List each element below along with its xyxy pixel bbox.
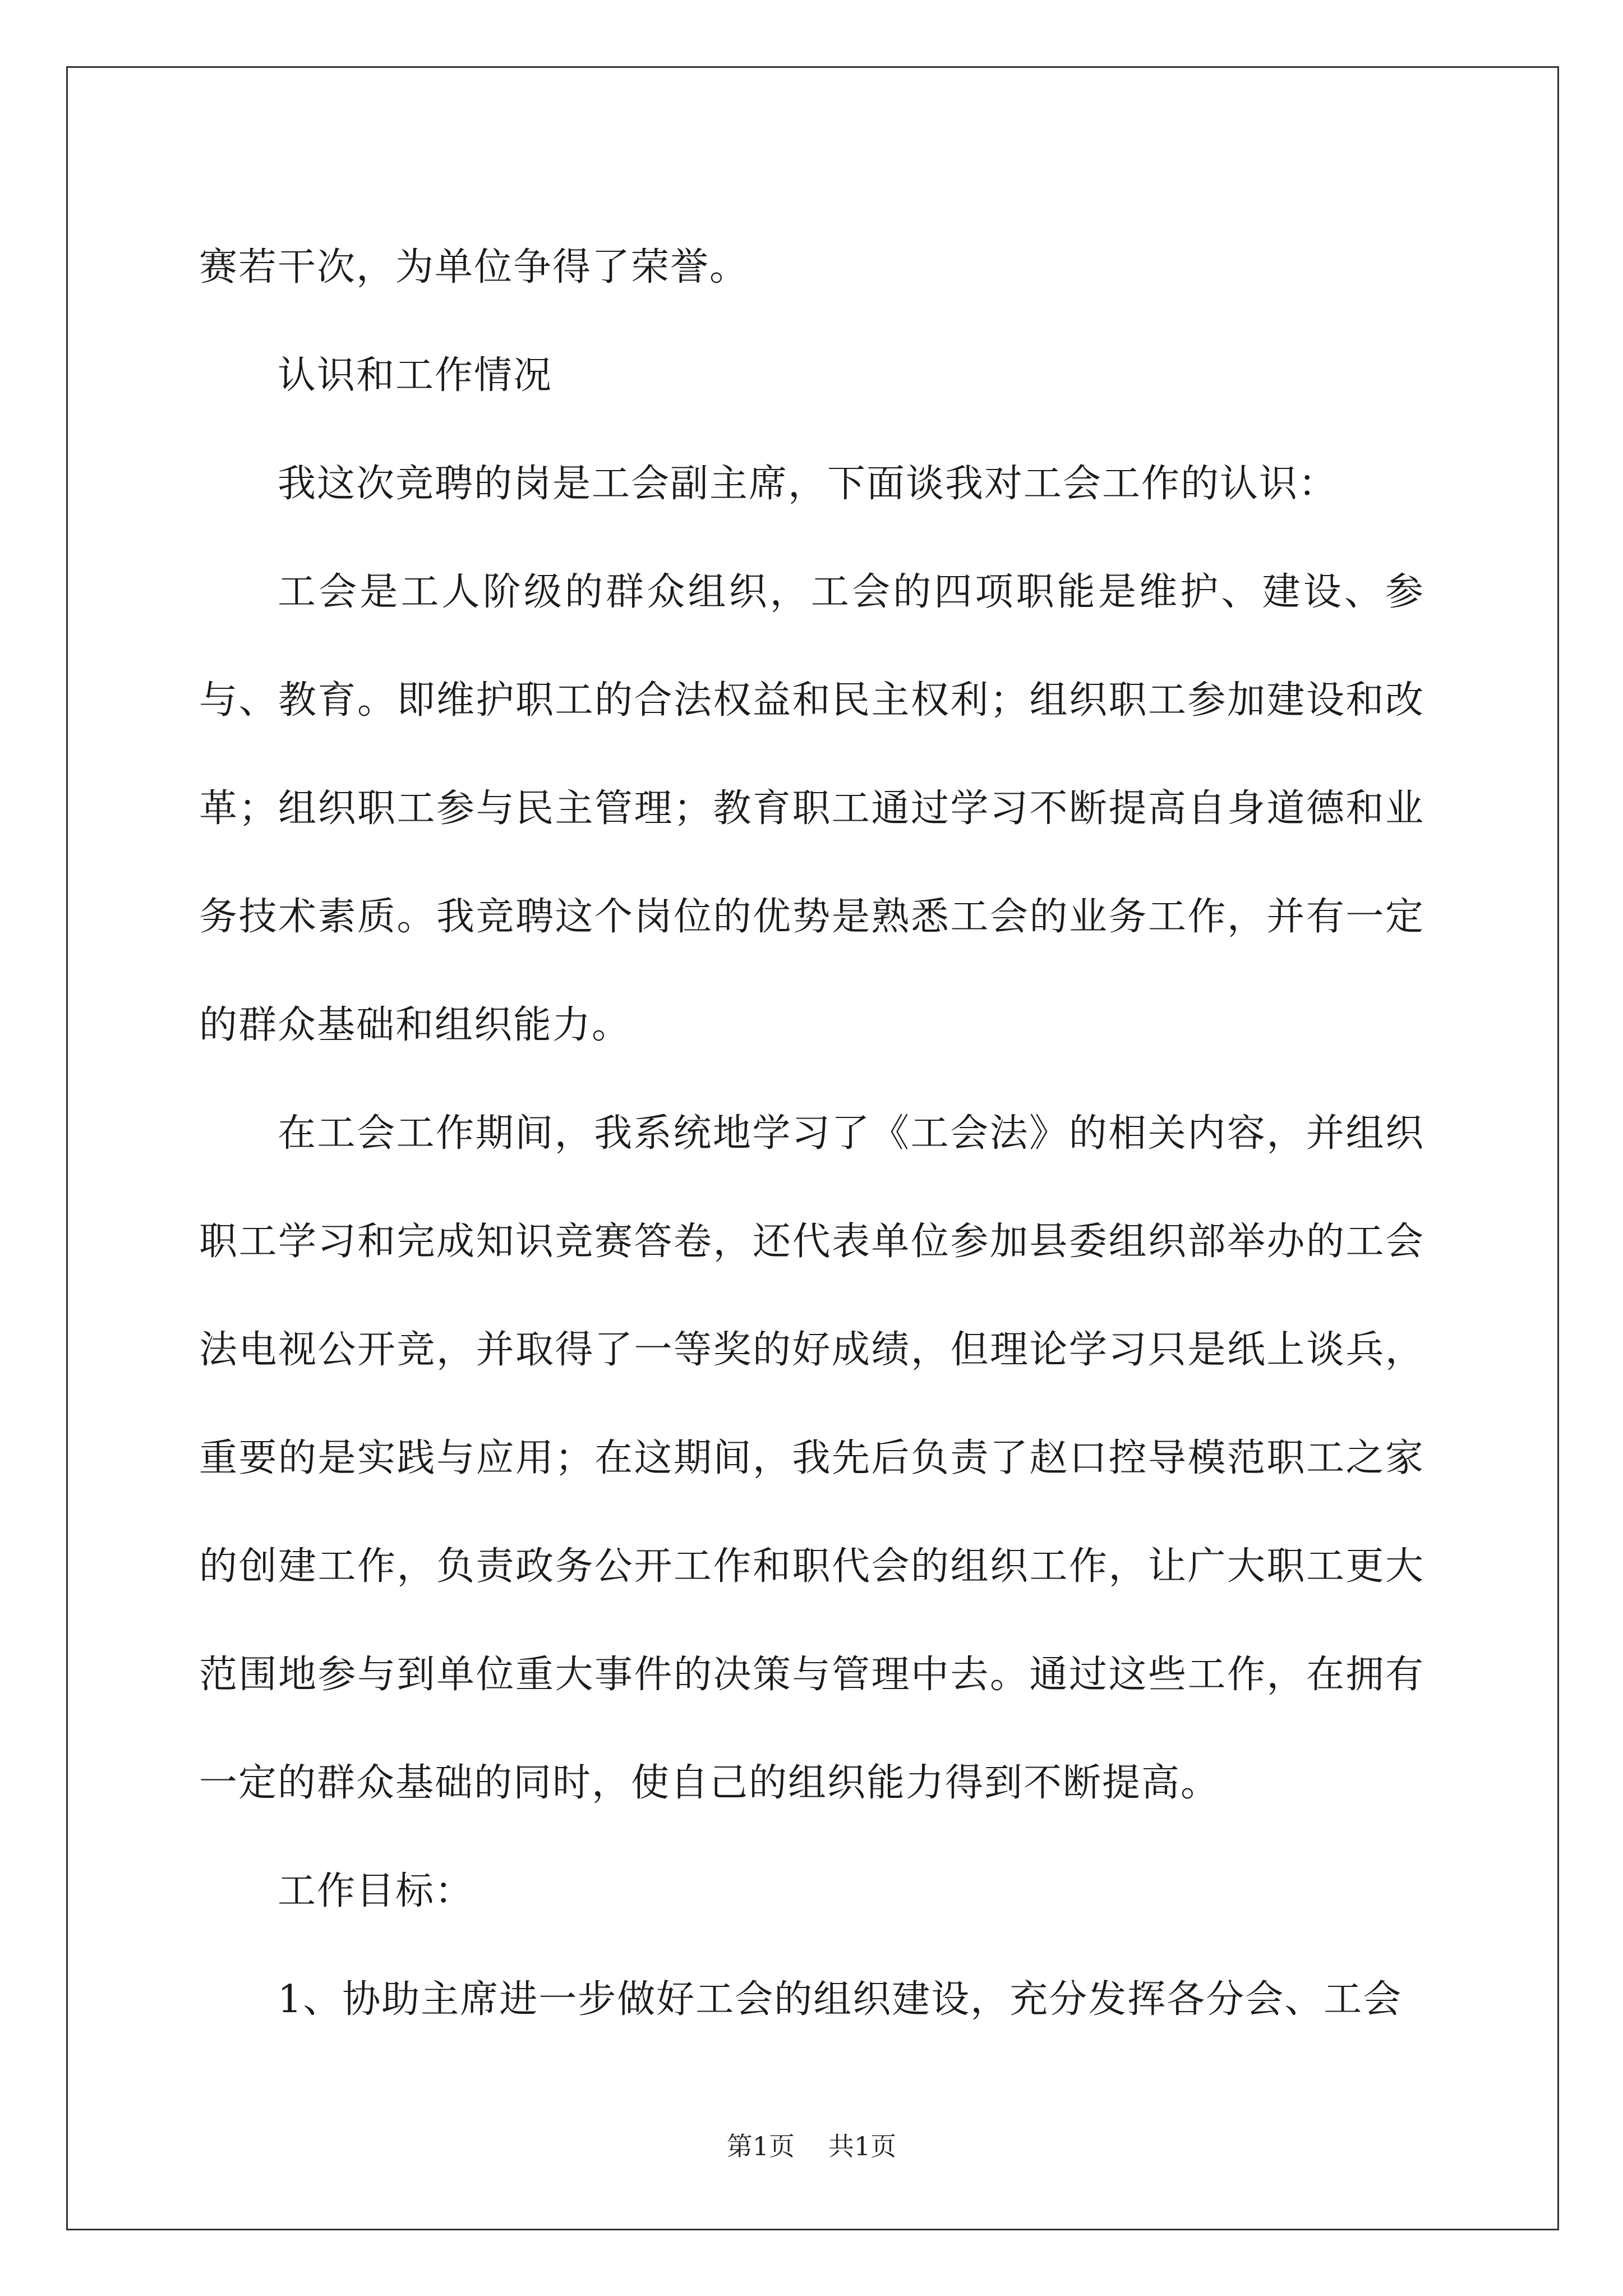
paragraph: 工会是工人阶级的群众组织，工会的四项职能是维护、建设、参与、教育。即维护职工的合法权益和民主权利；组织职工参加建设和改革；组织职工参与民主管理；教育职工通过学习不断提高自身道德和业务技术素质。我竞聘这个岗位的优势是熟悉工会的业务工作，并有一定的群众基础和组织能力。	[199, 570, 1424, 1047]
section-heading: 工作目标：	[278, 1869, 474, 1913]
section-heading: 认识和工作情况	[278, 353, 553, 398]
paragraph: 在工会工作期间，我系统地学习了《工会法》的相关内容，并组织职工学习和完成知识竞赛答卷，还代表单位参加县委组织部举办的工会法电视公开竞，并取得了一等奖的好成绩，但理论学习只是纸上谈兵，重要的是实践与应用；在这期间，我先后负责了赵口控导模范职工之家的创建工作，负责政务公开工作和职代会的组织工作，让广大职工更大范围地参与到单位重大事件的决策与管理中去。通过这些工作，在拥有一定的群众基础的同时，使自己的组织能力得到不断提高。	[199, 1111, 1424, 1805]
paragraph: 我这次竞聘的岗是工会副主席，下面谈我对工会工作的认识：	[278, 462, 1338, 506]
page-total: 共1页	[828, 2131, 897, 2161]
page-number: 第1页	[726, 2131, 795, 2161]
page-footer	[0, 2126, 1623, 2163]
list-item: 1、协助主席进一步做好工会的组织建设，充分发挥各分会、工会	[278, 1977, 1403, 2022]
paragraph: 赛若干次，为单位争得了荣誉。	[199, 245, 749, 289]
document-body	[199, 213, 1424, 2054]
